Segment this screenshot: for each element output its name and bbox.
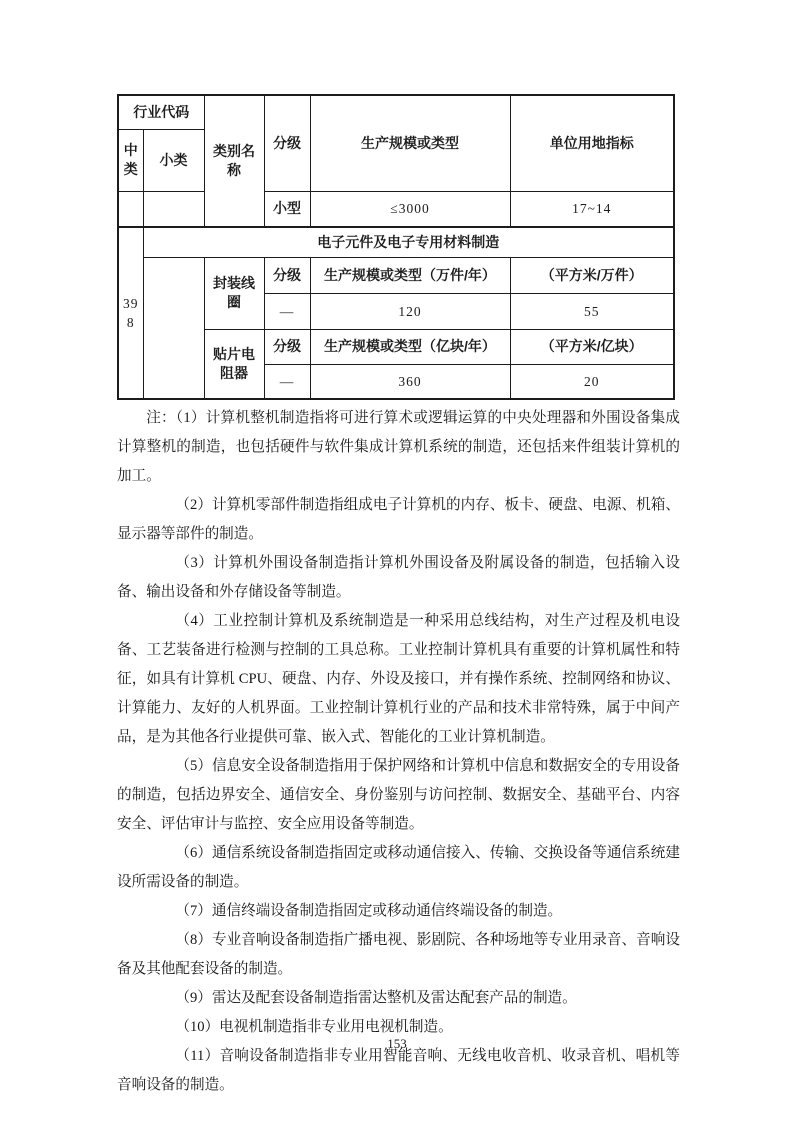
cell-small-class-empty — [143, 191, 204, 227]
cell-product2-index-header: （平方米/亿块） — [510, 329, 674, 364]
header-grade: 分级 — [264, 95, 310, 191]
table-row-section-banner — [118, 227, 674, 257]
cell-product1-scale-value: 120 — [310, 293, 510, 329]
header-industry-code: 行业代码 — [118, 95, 204, 129]
cell-scale-value: ≤3000 — [310, 191, 510, 227]
note-paragraph-5: （5）信息安全设备制造指用于保护网络和计算机中信息和数据安全的专用设备的制造，包括边界安全、通信安全、身份鉴别与访问控制、数据安全、基础平台、内容安全、评估审计与监控、安全应用设备等制造。 — [117, 758, 680, 832]
cell-small-class-empty-2 — [143, 257, 204, 399]
note-paragraph-7: （7）通信终端设备制造指固定或移动通信终端设备的制造。 — [175, 903, 563, 919]
header-mid-class: 中类 — [118, 129, 143, 191]
cell-grade-small: 小型 — [264, 191, 310, 227]
header-category-name: 类别名称 — [204, 95, 264, 227]
page-content — [117, 94, 680, 1100]
cell-industry-code-398: 398 — [118, 227, 143, 399]
note-paragraph-9: （9）雷达及配套设备制造指雷达整机及雷达配套产品的制造。 — [175, 990, 577, 1006]
note-paragraph-11: （11）音响设备制造指非专业用智能音响、无线电收音机、收录音机、唱机等音响设备的制造。 — [117, 1048, 680, 1093]
table-row-header-1 — [118, 95, 674, 129]
note-paragraph-10: （10）电视机制造指非专业用电视机制造。 — [175, 1019, 453, 1035]
cell-product1-index-value: 55 — [510, 293, 674, 329]
note-paragraph-2: （2）计算机零部件制造指组成电子计算机的内存、板卡、硬盘、电源、机箱、显示器等部件的制造。 — [117, 497, 680, 542]
note-paragraph-3: （3）计算机外围设备制造指计算机外围设备及附属设备的制造，包括输入设备、输出设备和外存储设备等制造。 — [117, 555, 680, 600]
table-row-small-scale — [118, 191, 674, 227]
header-land-use-index: 单位用地指标 — [510, 95, 674, 191]
page-number: 153 — [387, 1036, 407, 1051]
cell-product2-index-value: 20 — [510, 364, 674, 399]
cell-product1-index-header: （平方米/万件） — [510, 257, 674, 293]
notes-section — [117, 404, 680, 1100]
cell-product2-name: 贴片电阻器 — [204, 329, 264, 399]
cell-product1-scale-header: 生产规模或类型（万件/年） — [310, 257, 510, 293]
cell-product1-dash: — — [264, 293, 310, 329]
cell-product2-grade-label: 分级 — [264, 329, 310, 364]
cell-product1-grade-label: 分级 — [264, 257, 310, 293]
cell-product2-dash: — — [264, 364, 310, 399]
note-paragraph-8: （8）专业音响设备制造指广播电视、影剧院、各种场地等专业用录音、音响设备及其他配套设备的制造。 — [117, 932, 680, 977]
header-scale-or-type: 生产规模或类型 — [310, 95, 510, 191]
cell-product2-scale-header: 生产规模或类型（亿块/年） — [310, 329, 510, 364]
section-banner: 电子元件及电子专用材料制造 — [143, 227, 674, 257]
note-paragraph-4: （4）工业控制计算机及系统制造是一种采用总线结构，对生产过程及机电设备、工艺装备进行检测与控制的工具总称。工业控制计算机具有重要的计算机属性和特征，如具有计算机 CPU、硬盘、内存、外设及接口，并有操作系统、控制网络和协议、计算能力、友好的人机界面。工业控制计算机行业的产品和技术非常特殊，属于中间产品，是为其他各行业提供可靠、嵌入式、智能化的工业计算机制造。 — [117, 613, 680, 745]
table-row-product1-header — [118, 257, 674, 293]
cell-product2-scale-value: 360 — [310, 364, 510, 399]
cell-product1-name: 封装线圈 — [204, 257, 264, 329]
spec-table — [117, 94, 675, 400]
note-paragraph-6: （6）通信系统设备制造指固定或移动通信接入、传输、交换设备等通信系统建设所需设备的制造。 — [117, 845, 680, 890]
header-small-class: 小类 — [143, 129, 204, 191]
cell-mid-class-empty — [118, 191, 143, 227]
note-paragraph-1: 注：（1）计算机整机制造指将可进行算术或逻辑运算的中央处理器和外围设备集成计算整机的制造，也包括硬件与软件集成计算机系统的制造，还包括来件组装计算机的加工。 — [117, 410, 680, 484]
cell-index-value: 17~14 — [510, 191, 674, 227]
